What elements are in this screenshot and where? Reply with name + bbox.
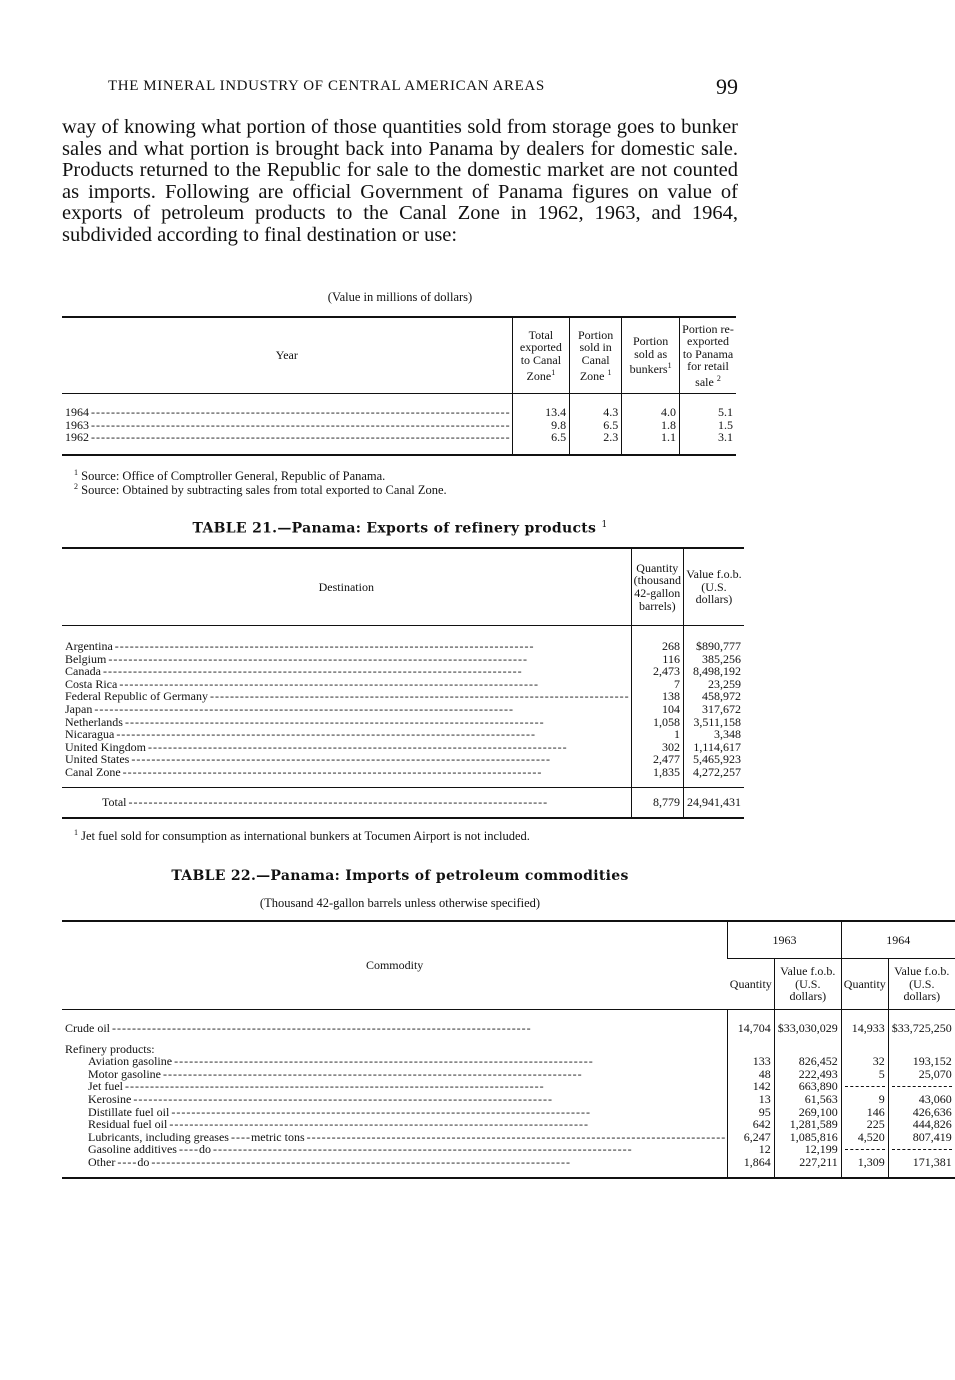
value-cell — [774, 1035, 841, 1056]
table2-header-destination: Destination — [62, 548, 631, 626]
export-destination-table — [62, 316, 736, 456]
value-cell: $33,030,029 — [774, 1010, 841, 1035]
value-cell: 826,452 — [774, 1055, 841, 1068]
value-cell: $33,725,250 — [888, 1010, 955, 1035]
year-cell: 1963 - - - — [62, 419, 512, 432]
value-cell: 9.8 — [512, 419, 569, 432]
quantity-cell: 1,835 — [631, 766, 683, 787]
year-cell: 1962 - - - — [62, 431, 512, 455]
not-available-dash — [892, 1080, 952, 1087]
value-cell: 444,826 — [888, 1118, 955, 1131]
value-cell: 663,890 — [774, 1080, 841, 1093]
quantity-cell: 302 — [631, 741, 683, 754]
commodity-cell: Jet fuel - - - — [62, 1080, 728, 1093]
destination-cell: Canal Zone - - - — [62, 766, 631, 787]
commodity-cell: Motor gasoline - - - — [62, 1068, 728, 1081]
value-cell: 1.5 — [680, 419, 737, 432]
table1-header-total: Total exported to Canal Zone$^1$ — [512, 317, 569, 394]
value-cell: 642 — [728, 1118, 775, 1131]
table2-header-value: Value f.o.b. (U.S. dollars) — [683, 548, 744, 626]
value-cell: 13.4 — [512, 394, 569, 419]
value-cell: 14,933 — [841, 1010, 888, 1035]
running-head-title: THE MINERAL INDUSTRY OF CENTRAL AMERICAN AREAS — [108, 78, 545, 94]
value-cell: 385,256 — [683, 653, 744, 666]
value-cell: 317,672 — [683, 703, 744, 716]
value-cell: 4.3 — [570, 394, 622, 419]
table21-footnote: $^1$ Jet fuel sold for consumption as international bunkers at Tocumen Airport is not included. — [74, 828, 530, 844]
quantity-cell: 7 — [631, 678, 683, 691]
table1-header-bunkers: Portion sold as bunkers$^1$ — [622, 317, 680, 394]
value-cell: 1,864 — [728, 1156, 775, 1178]
value-cell: 4,272,257 — [683, 766, 744, 787]
value-cell: 171,381 — [888, 1156, 955, 1178]
table2-header-quantity: Quantity (thousand 42-gallon barrels) — [631, 548, 683, 626]
value-cell: $890,777 — [683, 626, 744, 653]
table2-body — [62, 626, 744, 819]
table1-footnote-1: $^1$ Source: Office of Comptroller General, Republic of Panama. — [74, 468, 386, 484]
petroleum-imports-table — [62, 920, 955, 1179]
table-row — [62, 1035, 955, 1056]
body-paragraph: way of knowing what portion of those quantities sold from storage goes to bunker sales and what portion is brought back into Panama by dealers for domestic sale. Products returned to the Republic for sale to the domestic market are not counted as imports. Following are official Government of Panama figures on value of exports of petroleum products to the Canal Zone in 1962, 1963, and 1964, subdivided according to final destination or use: — [62, 116, 738, 246]
value-cell: 23,259 — [683, 678, 744, 691]
table-row — [62, 394, 736, 419]
year-cell: 1964 - - - — [62, 394, 512, 419]
value-cell: 61,563 — [774, 1093, 841, 1106]
value-cell: 458,972 — [683, 690, 744, 703]
table21-title: TABLE 21.—Panama: Exports of refinery products $^1$ — [192, 520, 608, 537]
destination-cell: Canada - - - — [62, 665, 631, 678]
running-head — [108, 74, 738, 102]
destination-cell: Federal Republic of Germany - - - — [62, 690, 631, 703]
table3-header-value-1964: Value f.o.b. (U.S. dollars) — [888, 959, 955, 1010]
value-cell: 6.5 — [512, 431, 569, 455]
value-cell: 193,152 — [888, 1055, 955, 1068]
not-available-dash — [845, 1143, 885, 1150]
table22-title: TABLE 22.—Panama: Imports of petroleum commodities — [171, 868, 629, 884]
commodity-cell: Crude oil - - - — [62, 1010, 728, 1035]
value-cell: 12 — [728, 1143, 775, 1156]
value-cell: 146 — [841, 1106, 888, 1119]
value-cell: 48 — [728, 1068, 775, 1081]
destination-cell: United States - - - — [62, 753, 631, 766]
destination-cell: Belgium - - - — [62, 653, 631, 666]
table3-header-value-1963: Value f.o.b. (U.S. dollars) — [774, 959, 841, 1010]
value-cell — [888, 1035, 955, 1056]
table3-header-1963: 1963 — [728, 921, 842, 959]
value-cell: 9 — [841, 1093, 888, 1106]
value-cell: 13 — [728, 1093, 775, 1106]
commodity-cell: Distillate fuel oil - - - — [62, 1106, 728, 1119]
table3-body — [62, 1010, 955, 1178]
commodity-cell: Kerosine - - - — [62, 1093, 728, 1106]
value-cell: 222,493 — [774, 1068, 841, 1081]
destination-cell: Japan - - - — [62, 703, 631, 716]
table-row — [62, 431, 736, 455]
table1-header-canal-zone: Portion sold in Canal Zone $^1$ — [570, 317, 622, 394]
value-cell: 133 — [728, 1055, 775, 1068]
value-cell: 6.5 — [570, 419, 622, 432]
value-cell: 95 — [728, 1106, 775, 1119]
quantity-cell: 1 — [631, 728, 683, 741]
quantity-cell: 268 — [631, 626, 683, 653]
quantity-cell: 104 — [631, 703, 683, 716]
table1-header-reexported: Portion re-exported to Panama for retail sale $^2$ — [680, 317, 737, 394]
quantity-cell: 2,473 — [631, 665, 683, 678]
table3-header-year-row — [62, 921, 955, 959]
value-cell: 32 — [841, 1055, 888, 1068]
value-cell: 25,070 — [888, 1068, 955, 1081]
value-cell: 1,114,617 — [683, 741, 744, 754]
table2-header-row — [62, 548, 744, 626]
quantity-cell: 2,477 — [631, 753, 683, 766]
table1-header-row — [62, 317, 736, 394]
table1-caption: (Value in millions of dollars) — [327, 290, 473, 304]
table-row — [62, 626, 744, 653]
commodity-cell: Aviation gasoline - - - — [62, 1055, 728, 1068]
value-cell: 227,211 — [774, 1156, 841, 1178]
table1-header-year: Year — [62, 317, 512, 394]
table-row — [62, 1156, 955, 1178]
not-available-dash — [845, 1080, 885, 1087]
value-cell: 8,498,192 — [683, 665, 744, 678]
not-available-dash — [892, 1143, 952, 1150]
total-label: Total - - - — [62, 787, 631, 818]
value-cell: 4,520 — [841, 1131, 888, 1144]
value-cell: 1.1 — [622, 431, 680, 455]
value-cell: 807,419 — [888, 1131, 955, 1144]
destination-cell: United Kingdom - - - — [62, 741, 631, 754]
value-cell: 3,348 — [683, 728, 744, 741]
destination-cell: Netherlands - - - — [62, 716, 631, 729]
table3-header-1964: 1964 — [841, 921, 955, 959]
table3-header-quantity-1963: Quantity — [728, 959, 775, 1010]
destination-cell: Nicaragua - - - — [62, 728, 631, 741]
value-cell: 12,199 — [774, 1143, 841, 1156]
value-cell: 14,704 — [728, 1010, 775, 1035]
value-cell: 2.3 — [570, 431, 622, 455]
value-cell — [728, 1035, 775, 1056]
quantity-cell: 116 — [631, 653, 683, 666]
value-cell: 3,511,158 — [683, 716, 744, 729]
commodity-cell: Other - - - - do - - - — [62, 1156, 728, 1178]
value-cell: 1,281,589 — [774, 1118, 841, 1131]
destination-cell: Argentina - - - — [62, 626, 631, 653]
value-cell: 426,636 — [888, 1106, 955, 1119]
destination-cell: Costa Rica - - - — [62, 678, 631, 691]
value-cell: 5.1 — [680, 394, 737, 419]
commodity-cell: Lubricants, including greases - - - - metric tons - - - — [62, 1131, 728, 1144]
value-cell: 1,309 — [841, 1156, 888, 1178]
value-cell: 5,465,923 — [683, 753, 744, 766]
table-row — [62, 1010, 955, 1035]
value-cell: 269,100 — [774, 1106, 841, 1119]
table-row — [62, 766, 744, 787]
commodity-cell: Gasoline additives - - - - do - - - — [62, 1143, 728, 1156]
refinery-exports-table — [62, 547, 744, 819]
value-cell: 142 — [728, 1080, 775, 1093]
quantity-cell: 1,058 — [631, 716, 683, 729]
total-row — [62, 787, 744, 818]
total-value: 24,941,431 — [683, 787, 744, 818]
page-number: 99 — [716, 74, 738, 99]
commodity-cell: Refinery products: — [65, 1041, 155, 1056]
total-quantity: 8,779 — [631, 787, 683, 818]
value-cell: 1.8 — [622, 419, 680, 432]
table3-header-commodity: Commodity — [62, 921, 728, 1010]
value-cell — [841, 1035, 888, 1056]
value-cell: 5 — [841, 1068, 888, 1081]
value-cell: 4.0 — [622, 394, 680, 419]
value-cell: 3.1 — [680, 431, 737, 455]
value-cell: 6,247 — [728, 1131, 775, 1144]
table22-caption: (Thousand 42-gallon barrels unless otherwise specified) — [259, 896, 541, 910]
value-cell: 43,060 — [888, 1093, 955, 1106]
table1-footnote-2: $^2$ Source: Obtained by subtracting sales from total exported to Canal Zone. — [74, 482, 447, 498]
quantity-cell: 138 — [631, 690, 683, 703]
value-cell: 225 — [841, 1118, 888, 1131]
commodity-cell: Residual fuel oil - - - — [62, 1118, 728, 1131]
value-cell: 1,085,816 — [774, 1131, 841, 1144]
table3-header-quantity-1964: Quantity — [841, 959, 888, 1010]
table1-body — [62, 394, 736, 455]
